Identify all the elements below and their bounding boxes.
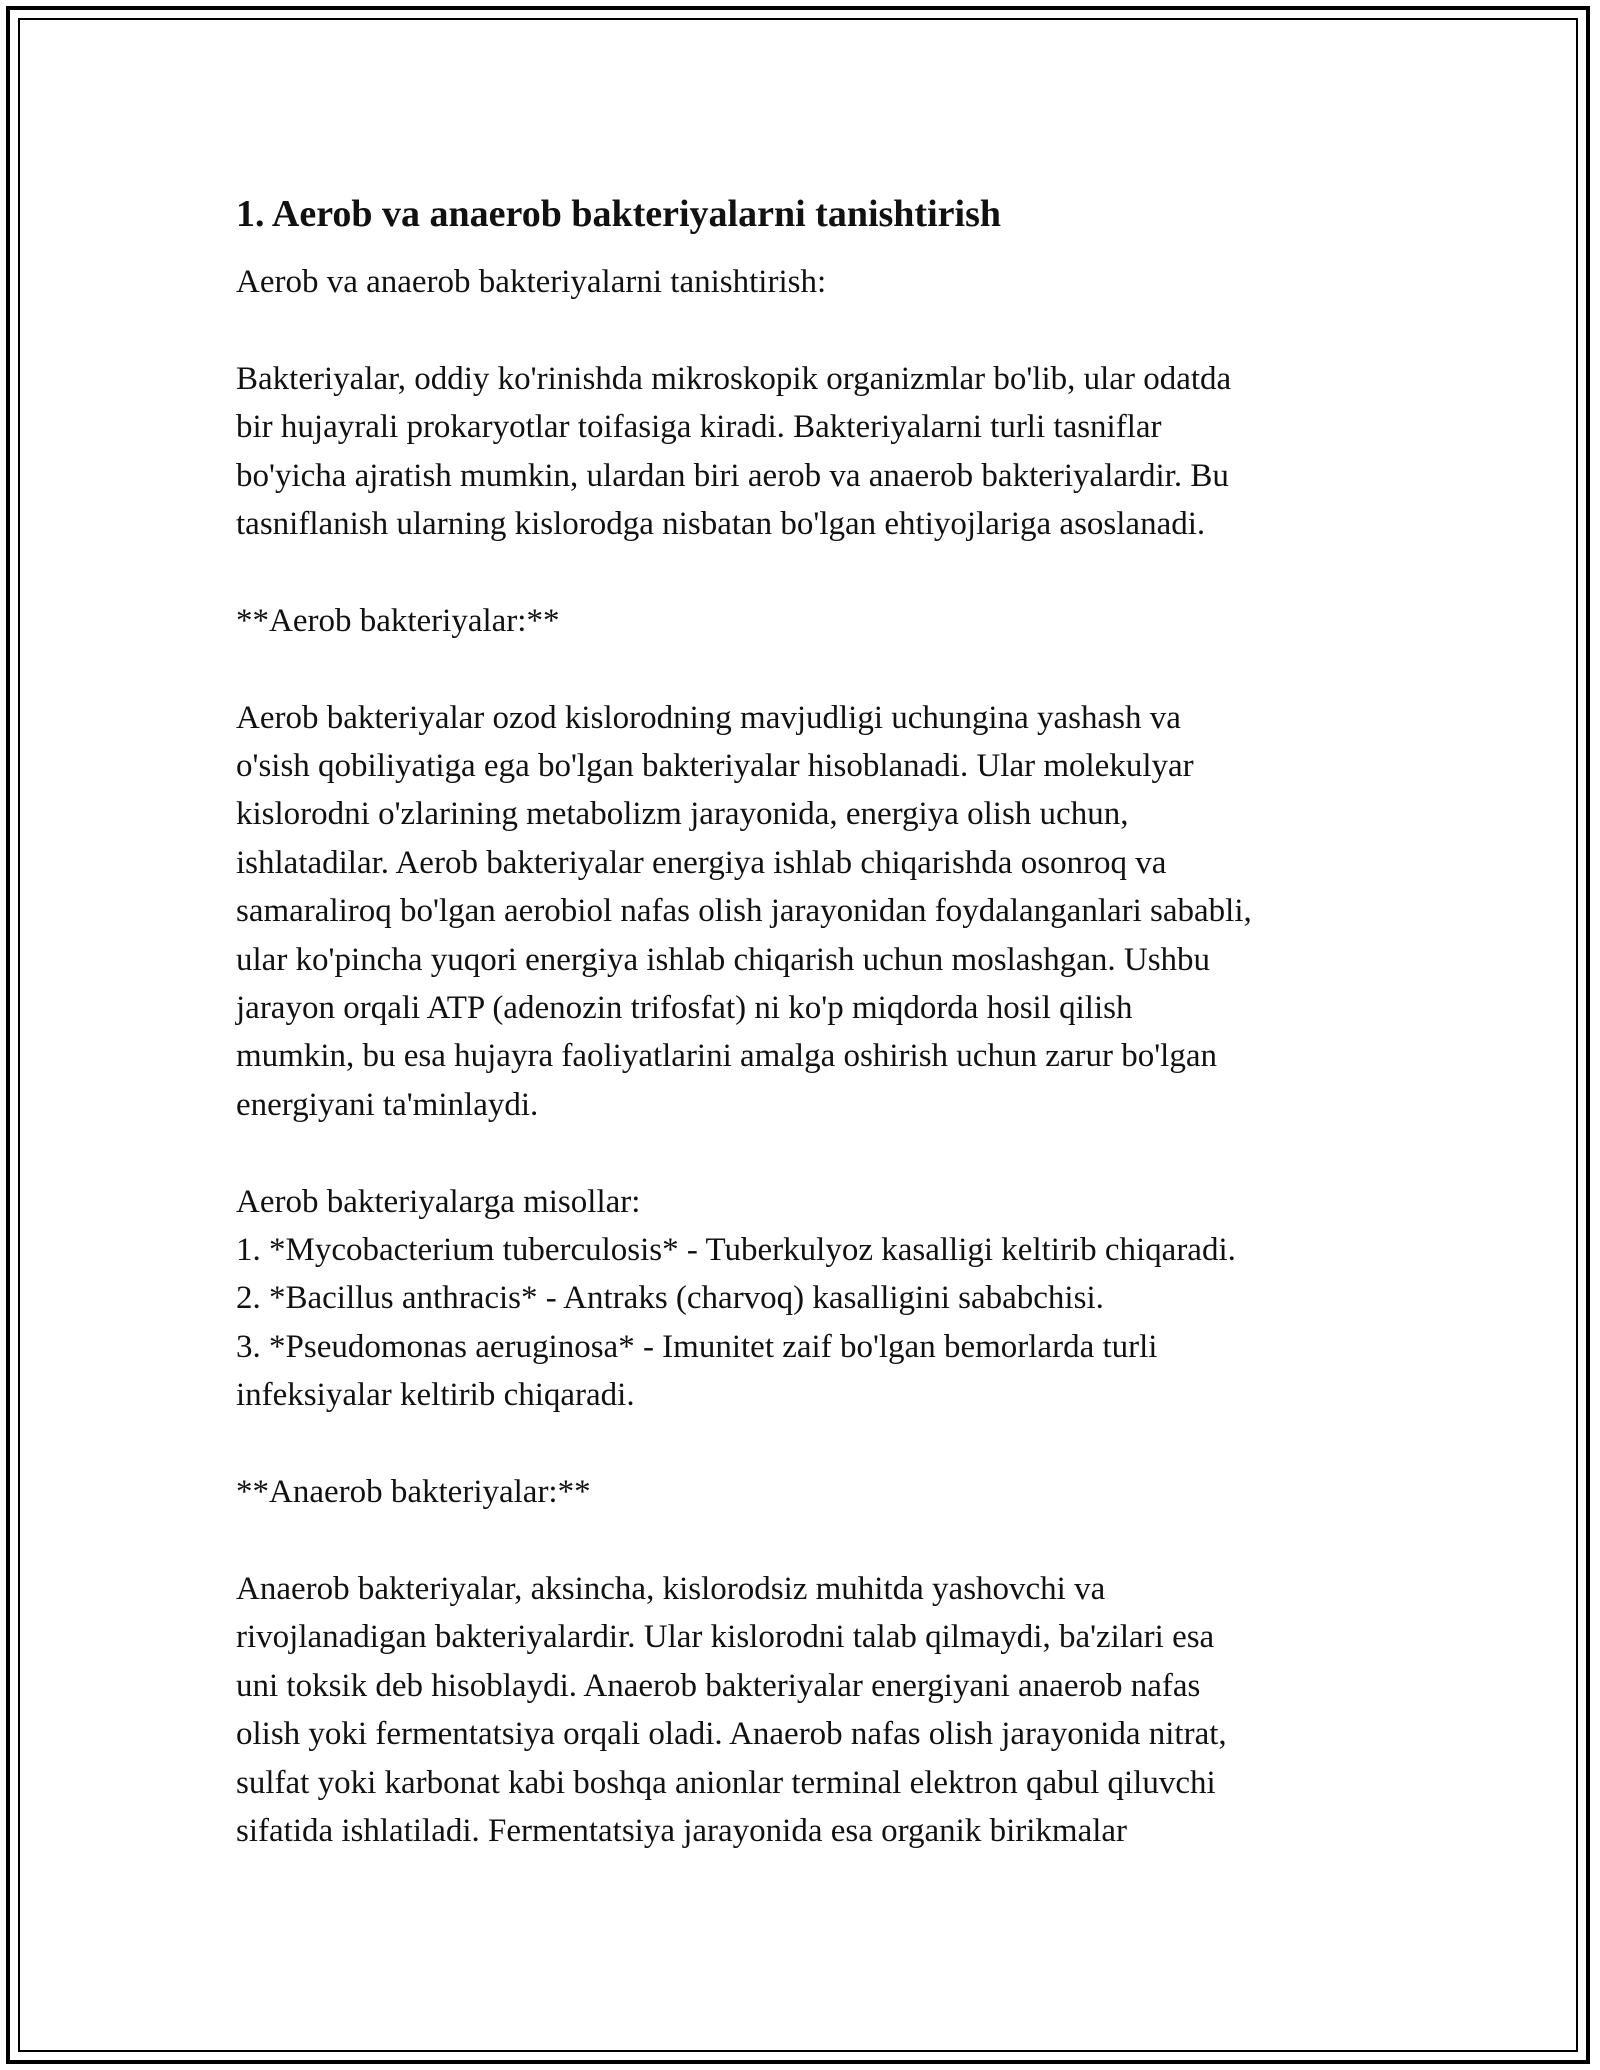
document-body (236, 186, 1396, 1855)
text-line: mumkin, bu esa hujayra faoliyatlarini amalga oshirish uchun zarur bo'lgan (236, 1038, 1217, 1075)
paragraph-gap (236, 548, 1396, 596)
anaerob-paragraph (236, 1565, 1396, 1855)
paragraph-gap (236, 645, 1396, 693)
section-heading: 1. Aerob va anaerob bakteriyalarni tanishtirish (236, 193, 1001, 235)
anaerob-subheading: **Anaerob bakteriyalar:** (236, 1474, 591, 1511)
text-line: o'sish qobiliyatiga ega bo'lgan bakteriyalar hisoblanadi. Ular molekulyar (236, 748, 1194, 785)
aerob-paragraph (236, 694, 1396, 1130)
text-line: uni toksik deb hisoblaydi. Anaerob bakteriyalar energiyani anaerob nafas (236, 1667, 1201, 1704)
text-line: samaraliroq bo'lgan aerobiol nafas olish jarayonidan foydalanganlari sababli, (236, 893, 1252, 930)
intro-label: Aerob va anaerob bakteriyalarni tanishtirish: (236, 264, 827, 300)
list-title: Aerob bakteriyalarga misollar: (236, 1183, 641, 1220)
text-line: rivojlanadigan bakteriyalardir. Ular kislorodni talab qilmaydi, ba'zilari esa (236, 1619, 1215, 1656)
list-item: 1. *Mycobacterium tuberculosis* - Tuberkulyoz kasalligi keltirib chiqaradi. (236, 1232, 1236, 1269)
paragraph-gap (236, 306, 1396, 354)
text-line: olish yoki fermentatsiya orqali oladi. Anaerob nafas olish jarayonida nitrat, (236, 1716, 1227, 1753)
paragraph-gap (236, 1420, 1396, 1468)
text-line: sifatida ishlatiladi. Fermentatsiya jarayonida esa organik birikmalar (236, 1812, 1128, 1849)
text-line: bo'yicha ajratish mumkin, ulardan biri aerob va anaerob bakteriyalardir. Bu (236, 457, 1229, 494)
aerob-subheading: **Aerob bakteriyalar:** (236, 602, 560, 639)
text-line: energiyani ta'minlaydi. (236, 1086, 539, 1123)
text-line: bir hujayrali prokaryotlar toifasiga kiradi. Bakteriyalarni turli tasniflar (236, 409, 1162, 446)
paragraph-gap (236, 1516, 1396, 1564)
text-line: tasniflanish ularning kislorodga nisbatan bo'lgan ehtiyojlariga asoslanadi. (236, 506, 1206, 543)
list-item-continuation: infeksiyalar keltirib chiqaradi. (236, 1377, 635, 1414)
intro-paragraph (236, 355, 1396, 549)
text-line: jarayon orqali ATP (adenozin trifosfat) ni ko'p miqdorda hosil qilish (236, 990, 1133, 1027)
text-line: ular ko'pincha yuqori energiya ishlab chiqarish uchun moslashgan. Ushbu (236, 941, 1211, 978)
text-line: Aerob bakteriyalar ozod kislorodning mavjudligi uchungina yashash va (236, 699, 1181, 736)
text-line: kislorodni o'zlarining metabolizm jarayonida, energiya olish uchun, (236, 796, 1129, 833)
paragraph-gap (236, 1129, 1396, 1177)
text-line: Bakteriyalar, oddiy ko'rinishda mikroskopik organizmlar bo'lib, ular odatda (236, 360, 1232, 397)
text-line: Anaerob bakteriyalar, aksincha, kislorodsiz muhitda yashovchi va (236, 1570, 1106, 1607)
text-line: ishlatadilar. Aerob bakteriyalar energiya ishlab chiqarishda osonroq va (236, 844, 1167, 881)
aerob-examples-list (236, 1178, 1396, 1420)
list-item: 3. *Pseudomonas aeruginosa* - Imunitet zaif bo'lgan bemorlarda turli (236, 1328, 1158, 1365)
list-item: 2. *Bacillus anthracis* - Antraks (charvoq) kasalligini sababchisi. (236, 1280, 1104, 1317)
text-line: sulfat yoki karbonat kabi boshqa anionlar terminal elektron qabul qiluvchi (236, 1764, 1216, 1801)
